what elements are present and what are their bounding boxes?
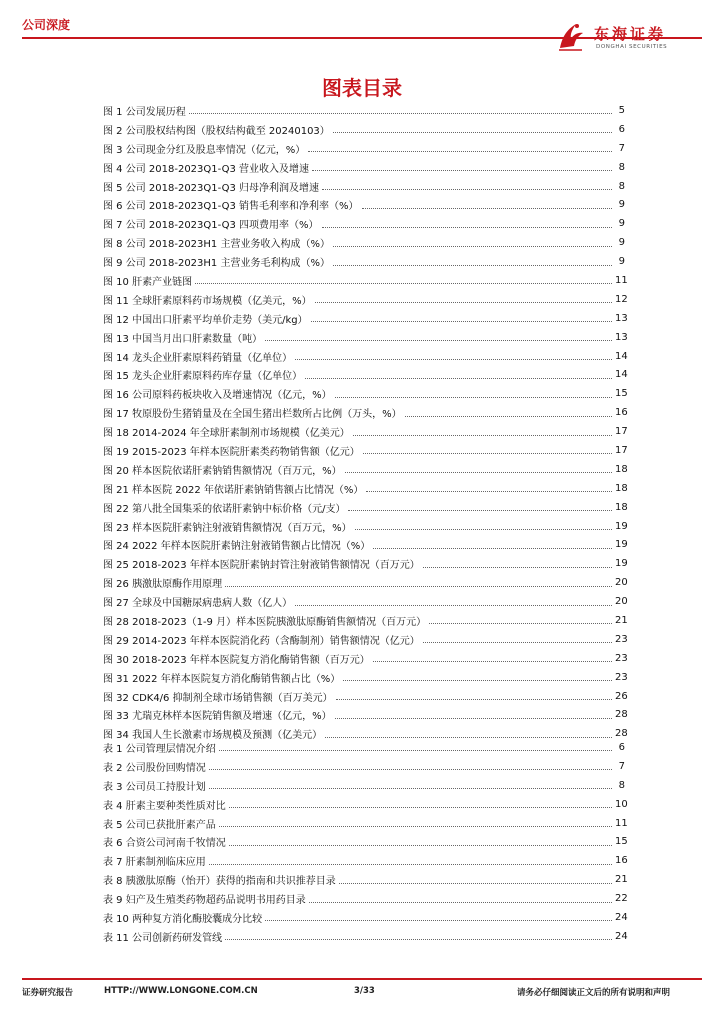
figure-entry-page: 9 [618, 237, 625, 249]
dot-leader [311, 320, 612, 322]
figure-entry[interactable] [103, 630, 628, 649]
figure-entry-page: 19 [615, 539, 628, 551]
figure-entry[interactable] [103, 252, 625, 271]
section-tag: 公司深度 [22, 18, 71, 32]
dot-leader [335, 717, 612, 719]
figure-entry[interactable] [103, 479, 628, 498]
figure-entry-page: 13 [615, 331, 628, 343]
dot-leader [322, 188, 612, 190]
figure-entry[interactable] [103, 365, 628, 384]
table-entry-label: 表 11 公司创新药研发管线 [103, 932, 223, 944]
table-entry-page: 22 [615, 893, 628, 905]
table-entry[interactable] [103, 795, 628, 814]
dot-leader [362, 207, 612, 209]
figure-entry[interactable] [103, 535, 628, 554]
table-entry-page: 21 [615, 874, 628, 886]
figure-entry-page: 23 [615, 671, 628, 683]
figure-entry-page: 11 [615, 274, 628, 286]
figure-entry-page: 23 [615, 652, 628, 664]
dot-leader [429, 622, 612, 624]
figure-entry[interactable] [103, 347, 628, 366]
dot-leader [336, 698, 612, 700]
figure-entry-page: 21 [615, 614, 628, 626]
figure-list [103, 101, 628, 743]
figure-entry-label: 图 28 2018-2023（1-9 月）样本医院胰激肽原酶销售额情况（百万元） [103, 616, 427, 628]
table-entry-page: 7 [618, 760, 625, 772]
figure-entry[interactable] [103, 403, 628, 422]
figure-entry[interactable] [103, 309, 628, 328]
figure-entry-label: 图 31 2022 年样本医院复方消化酶销售额占比（%） [103, 673, 341, 685]
dot-leader [373, 547, 612, 549]
dot-leader [265, 339, 612, 341]
dot-leader [209, 863, 612, 865]
dot-leader [309, 901, 612, 903]
table-entry[interactable] [103, 889, 628, 908]
figure-entry-label: 图 23 样本医院肝素钠注射液销售额情况（百万元，%） [103, 522, 352, 534]
dot-leader [322, 226, 612, 228]
dot-leader [305, 377, 612, 379]
table-entry-page: 24 [615, 911, 628, 923]
dot-leader [348, 509, 612, 511]
figure-entry-label: 图 3 公司现金分红及股息率情况（亿元，%） [103, 144, 306, 156]
figure-entry-label: 图 21 样本医院 2022 年依诺肝素钠销售额占比情况（%） [103, 484, 364, 496]
figure-entry-label: 图 32 CDK4/6 抑制剂全球市场销售额（百万美元） [103, 692, 333, 704]
figure-entry-label: 图 6 公司 2018-2023Q1-Q3 销售毛利率和净利率（%） [103, 201, 359, 213]
figure-entry[interactable] [103, 611, 628, 630]
figure-entry[interactable] [103, 139, 625, 158]
dot-leader [333, 264, 612, 266]
logo-english-name: DONGHAI SECURITIES [596, 44, 668, 50]
table-entry[interactable] [103, 757, 625, 776]
figure-entry-page: 17 [615, 426, 628, 438]
table-entry-label: 表 6 合资公司河南千牧情况 [103, 838, 226, 850]
figure-entry-page: 28 [615, 709, 628, 721]
table-entry-label: 表 7 肝素制剂临床应用 [103, 857, 206, 869]
figure-entry-label: 图 17 牧原股份生猪销量及在全国生猪出栏数所占比例（万头，%） [103, 409, 402, 421]
page-title: 图表目录 [322, 76, 402, 100]
figure-entry-label: 图 33 尤瑞克林样本医院销售额及增速（亿元，%） [103, 711, 332, 723]
figure-entry-page: 9 [618, 256, 625, 268]
figure-entry-label: 图 9 公司 2018-2023H1 主营业务毛利构成（%） [103, 258, 330, 270]
figure-entry-page: 18 [615, 463, 628, 475]
figure-entry-label: 图 22 第八批全国集采的依诺肝素钠中标价格（元/支） [103, 503, 346, 515]
table-entry[interactable] [103, 832, 628, 851]
table-entry[interactable] [103, 814, 628, 833]
figure-entry-page: 7 [618, 142, 625, 154]
figure-entry-label: 图 20 样本医院依诺肝素钠销售额情况（百万元，%） [103, 465, 342, 477]
figure-entry-page: 28 [615, 728, 628, 740]
dot-leader [353, 434, 612, 436]
figure-entry-page: 20 [615, 577, 628, 589]
figure-entry-page: 8 [618, 161, 625, 173]
footer-rule [22, 978, 702, 980]
figure-entry[interactable] [103, 706, 628, 725]
dot-leader [405, 415, 612, 417]
dot-leader [339, 882, 612, 884]
figure-entry-page: 5 [618, 104, 625, 116]
figure-entry[interactable] [103, 422, 628, 441]
figure-entry-label: 图 25 2018-2023 年样本医院肝素钠封管注射液销售额情况（百万元） [103, 560, 420, 572]
figure-entry-label: 图 26 胰激肽原酶作用原理 [103, 579, 223, 591]
table-entry-page: 11 [615, 817, 628, 829]
dot-leader [363, 452, 612, 454]
figure-entry[interactable] [103, 233, 625, 252]
dot-leader [366, 490, 612, 492]
figure-entry-page: 9 [618, 199, 625, 211]
figure-entry-page: 20 [615, 596, 628, 608]
figure-entry-page: 14 [615, 369, 628, 381]
dot-leader [373, 660, 612, 662]
dot-leader [209, 768, 612, 770]
footer-report-type: 证券研究报告 [22, 988, 74, 998]
figure-entry-page: 16 [615, 407, 628, 419]
figure-entry[interactable] [103, 687, 628, 706]
figure-entry-label: 图 13 中国当月出口肝素数量（吨） [103, 333, 263, 345]
figure-entry-page: 23 [615, 633, 628, 645]
figure-entry-label: 图 34 我国人生长激素市场规模及预测（亿美元） [103, 730, 323, 742]
dot-leader [333, 245, 612, 247]
figure-entry[interactable] [103, 384, 628, 403]
figure-entry-label: 图 18 2014-2024 年全球肝素制剂市场规模（亿美元） [103, 428, 350, 440]
figure-entry[interactable] [103, 517, 628, 536]
table-entry-label: 表 8 胰激肽原酶（怡开）获得的指南和共识推荐目录 [103, 876, 336, 888]
figure-entry[interactable] [103, 214, 625, 233]
figure-entry[interactable] [103, 271, 628, 290]
figure-entry-label: 图 15 龙头企业肝素原料药库存量（亿单位） [103, 371, 303, 383]
company-logo [556, 20, 706, 56]
dot-leader [229, 844, 612, 846]
figure-entry-label: 图 10 肝素产业链图 [103, 276, 193, 288]
figure-entry-page: 14 [615, 350, 628, 362]
crane-logo-icon [556, 20, 586, 52]
dot-leader [333, 131, 612, 133]
dot-leader [315, 301, 612, 303]
figure-entry-page: 18 [615, 501, 628, 513]
table-entry[interactable] [103, 851, 628, 870]
table-entry-label: 表 2 公司股份回购情况 [103, 762, 206, 774]
figure-entry[interactable] [103, 573, 628, 592]
figure-entry-label: 图 16 公司原料药板块收入及增速情况（亿元，%） [103, 390, 332, 402]
dot-leader [265, 919, 612, 921]
figure-entry-label: 图 8 公司 2018-2023H1 主营业务收入构成（%） [103, 239, 330, 251]
figure-entry-label: 图 1 公司发展历程 [103, 106, 186, 118]
figure-entry-label: 图 12 中国出口肝素平均单价走势（美元/kg） [103, 314, 308, 326]
figure-entry-page: 18 [615, 482, 628, 494]
table-entry-label: 表 3 公司员工持股计划 [103, 781, 206, 793]
figure-entry-page: 6 [618, 123, 625, 135]
table-entry-page: 15 [615, 836, 628, 848]
figure-entry-page: 26 [615, 690, 628, 702]
table-entry[interactable] [103, 870, 628, 889]
dot-leader [312, 169, 612, 171]
figure-entry-page: 17 [615, 444, 628, 456]
dot-leader [355, 528, 612, 530]
table-entry-label: 表 1 公司管理层情况介绍 [103, 743, 216, 755]
dot-leader [209, 787, 612, 789]
dot-leader [225, 938, 612, 940]
figure-entry-label: 图 11 全球肝素原料药市场规模（亿美元，%） [103, 295, 312, 307]
figure-entry[interactable] [103, 101, 625, 120]
figure-entry[interactable] [103, 441, 628, 460]
dot-leader [225, 585, 612, 587]
table-entry[interactable] [103, 927, 628, 946]
figure-entry-label: 图 14 龙头企业肝素原料药销量（亿单位） [103, 352, 293, 364]
figure-entry[interactable] [103, 649, 628, 668]
figure-entry[interactable] [103, 328, 628, 347]
dot-leader [308, 150, 612, 152]
table-list [103, 738, 628, 946]
figure-entry-page: 19 [615, 520, 628, 532]
table-entry-label: 表 9 妇产及生殖类药物超药品说明书用药目录 [103, 895, 306, 907]
figure-entry-page: 9 [618, 218, 625, 230]
figure-entry[interactable] [103, 498, 628, 517]
table-entry-page: 6 [618, 741, 625, 753]
footer-website-link[interactable]: HTTP://WWW.LONGONE.COM.CN [104, 986, 258, 996]
figure-entry[interactable] [103, 668, 628, 687]
dot-leader [335, 396, 612, 398]
table-entry[interactable] [103, 738, 625, 757]
figure-entry-label: 图 24 2022 年样本医院肝素钠注射液销售额占比情况（%） [103, 541, 371, 553]
dot-leader [343, 679, 612, 681]
table-entry[interactable] [103, 908, 628, 927]
figure-entry-page: 13 [615, 312, 628, 324]
dot-leader [295, 604, 612, 606]
dot-leader [229, 806, 612, 808]
logo-chinese-name: 东海证券 [594, 25, 667, 43]
figure-entry-page: 12 [615, 293, 628, 305]
figure-entry-label: 图 30 2018-2023 年样本医院复方消化酶销售额（百万元） [103, 654, 370, 666]
figure-entry-label: 图 19 2015-2023 年样本医院肝素类药物销售额（亿元） [103, 446, 360, 458]
figure-entry[interactable] [103, 592, 628, 611]
table-entry[interactable] [103, 776, 625, 795]
dot-leader [219, 825, 612, 827]
figure-entry-label: 图 4 公司 2018-2023Q1-Q3 营业收入及增速 [103, 163, 310, 175]
figure-entry[interactable] [103, 195, 625, 214]
table-entry-page: 24 [615, 930, 628, 942]
dot-leader [345, 471, 612, 473]
table-entry-page: 8 [618, 779, 625, 791]
dot-leader [219, 749, 612, 751]
table-entry-page: 16 [615, 855, 628, 867]
figure-entry[interactable] [103, 290, 628, 309]
figure-entry-page: 19 [615, 558, 628, 570]
table-entry-label: 表 5 公司已获批肝素产品 [103, 819, 216, 831]
figure-entry[interactable] [103, 158, 625, 177]
footer-disclaimer: 请务必仔细阅读正文后的所有说明和声明 [517, 988, 671, 998]
figure-entry-label: 图 27 全球及中国糖尿病患病人数（亿人） [103, 598, 293, 610]
dot-leader [189, 112, 612, 114]
figure-entry[interactable] [103, 554, 628, 573]
table-entry-label: 表 10 两种复方消化酶胶囊成分比较 [103, 913, 263, 925]
dot-leader [295, 358, 612, 360]
dot-leader [423, 641, 612, 643]
figure-entry[interactable] [103, 460, 628, 479]
figure-entry-page: 15 [615, 388, 628, 400]
dot-leader [423, 566, 612, 568]
table-entry-page: 10 [615, 798, 628, 810]
figure-entry-label: 图 2 公司股权结构图（股权结构截至 20240103） [103, 125, 330, 137]
figure-entry[interactable] [103, 120, 625, 139]
figure-entry[interactable] [103, 177, 625, 196]
figure-entry-page: 8 [618, 180, 625, 192]
footer-page-number: 3/33 [354, 986, 375, 996]
figure-entry-label: 图 7 公司 2018-2023Q1-Q3 四项费用率（%） [103, 220, 319, 232]
dot-leader [195, 282, 612, 284]
figure-entry-label: 图 29 2014-2023 年样本医院消化药（含酶制剂）销售额情况（亿元） [103, 635, 420, 647]
figure-entry-label: 图 5 公司 2018-2023Q1-Q3 归母净利润及增速 [103, 182, 320, 194]
table-entry-label: 表 4 肝素主要种类性质对比 [103, 800, 226, 812]
